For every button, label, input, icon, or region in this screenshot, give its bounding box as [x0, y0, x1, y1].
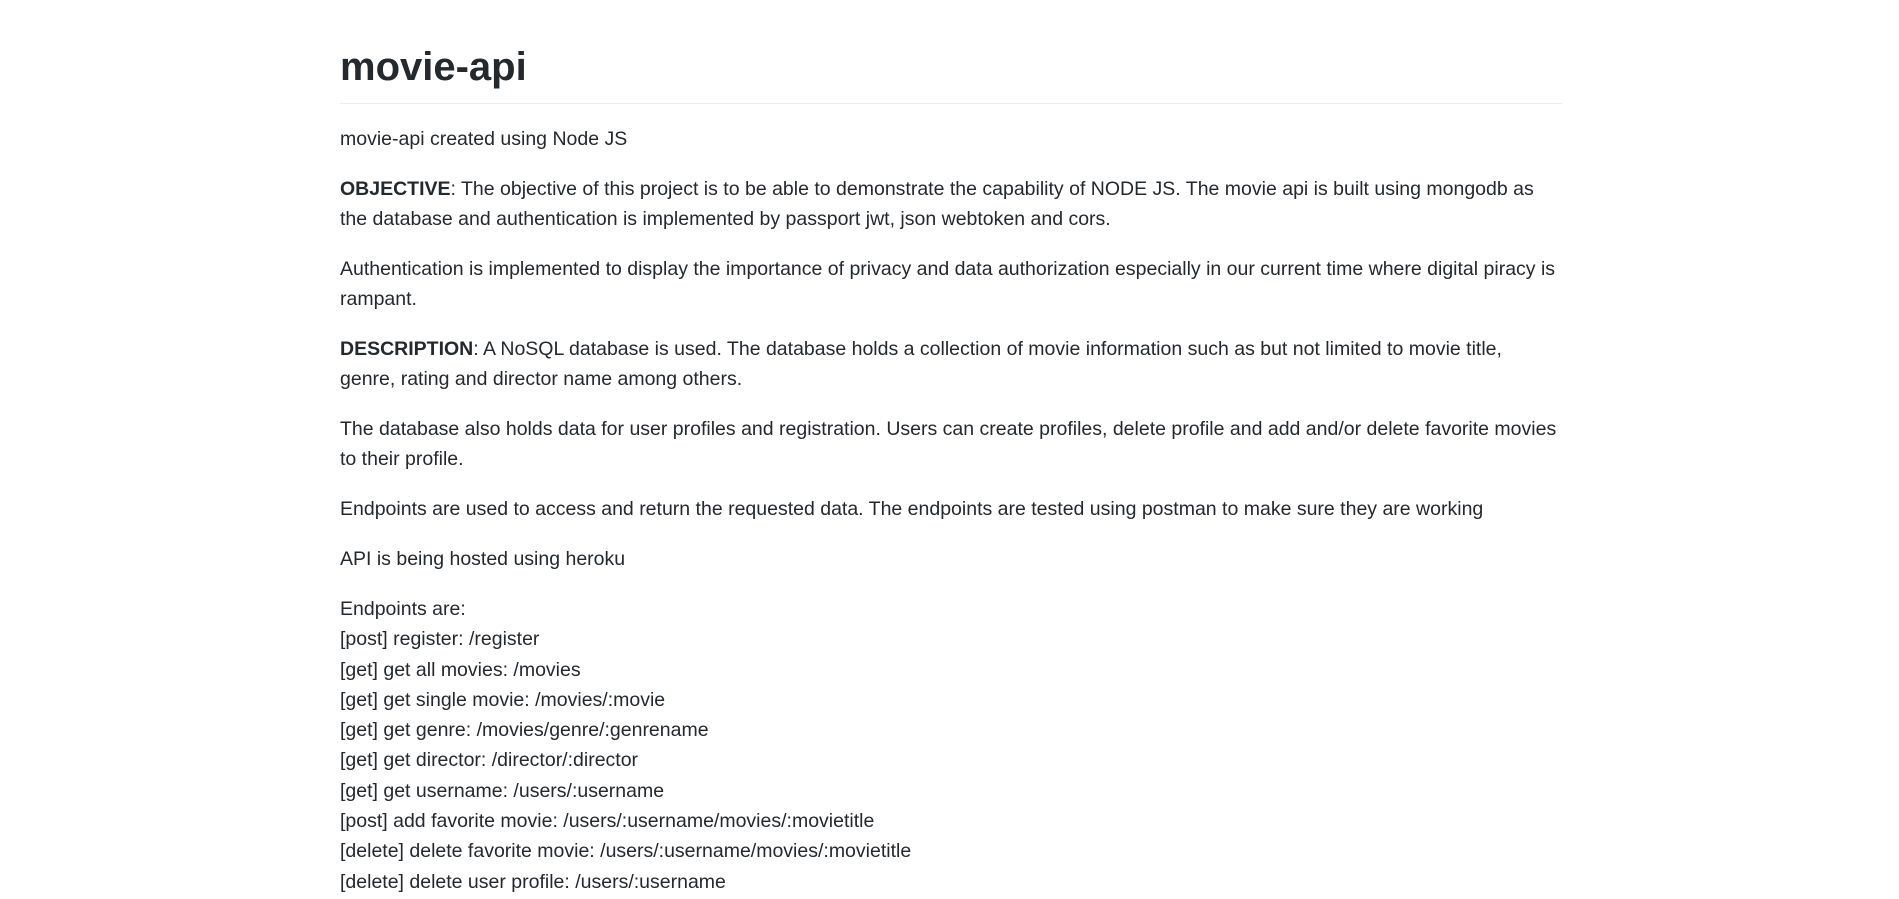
authentication-paragraph: Authentication is implemented to display the importance of privacy and data authorization especially in our current time where digital piracy is rampant. — [340, 258, 1556, 310]
description-text: : A NoSQL database is used. The database holds a collection of movie information such as but not limited to movie title, genre, rating and director name among others. — [340, 338, 1502, 390]
endpoint-item: [delete] delete user profile: /users/:username — [340, 870, 726, 893]
user-profiles-paragraph: The database also holds data for user profiles and registration. Users can create profiles, delete profile and add and/or delete favorite movies to their profile. — [340, 418, 1557, 470]
endpoint-item: [get] get single movie: /movies/:movie — [340, 688, 666, 711]
endpoints-list — [340, 594, 1562, 897]
readme-content — [340, 30, 1562, 897]
endpoint-item: [delete] delete favorite movie: /users/:username/movies/:movietitle — [340, 840, 912, 863]
endpoints-usage-paragraph: Endpoints are used to access and return the requested data. The endpoints are tested using postman to make sure they are working — [340, 498, 1484, 520]
description-label: DESCRIPTION — [340, 338, 474, 360]
endpoint-item: [get] get username: /users/:username — [340, 779, 665, 802]
endpoints-heading: Endpoints are: — [340, 598, 466, 620]
objective-label: OBJECTIVE — [340, 178, 451, 200]
endpoint-item: [post] add favorite movie: /users/:username/movies/:movietitle — [340, 810, 875, 833]
endpoint-item: [get] get genre: /movies/genre/:genrename — [340, 719, 709, 742]
page-title: movie-api — [340, 42, 1562, 104]
endpoint-item: [get] get all movies: /movies — [340, 658, 581, 681]
intro-paragraph: movie-api created using Node JS — [340, 128, 628, 150]
objective-text: : The objective of this project is to be able to demonstrate the capability of NODE JS. The movie api is built using mongodb as the database and authentication is implemented by passport jwt, json webtoken and cors. — [340, 178, 1534, 230]
endpoint-item: [post] register: /register — [340, 628, 540, 651]
endpoint-item: [get] get director: /director/:director — [340, 749, 639, 772]
hosting-paragraph: API is being hosted using heroku — [340, 548, 626, 570]
description-paragraph — [340, 334, 1562, 394]
objective-paragraph — [340, 174, 1562, 234]
